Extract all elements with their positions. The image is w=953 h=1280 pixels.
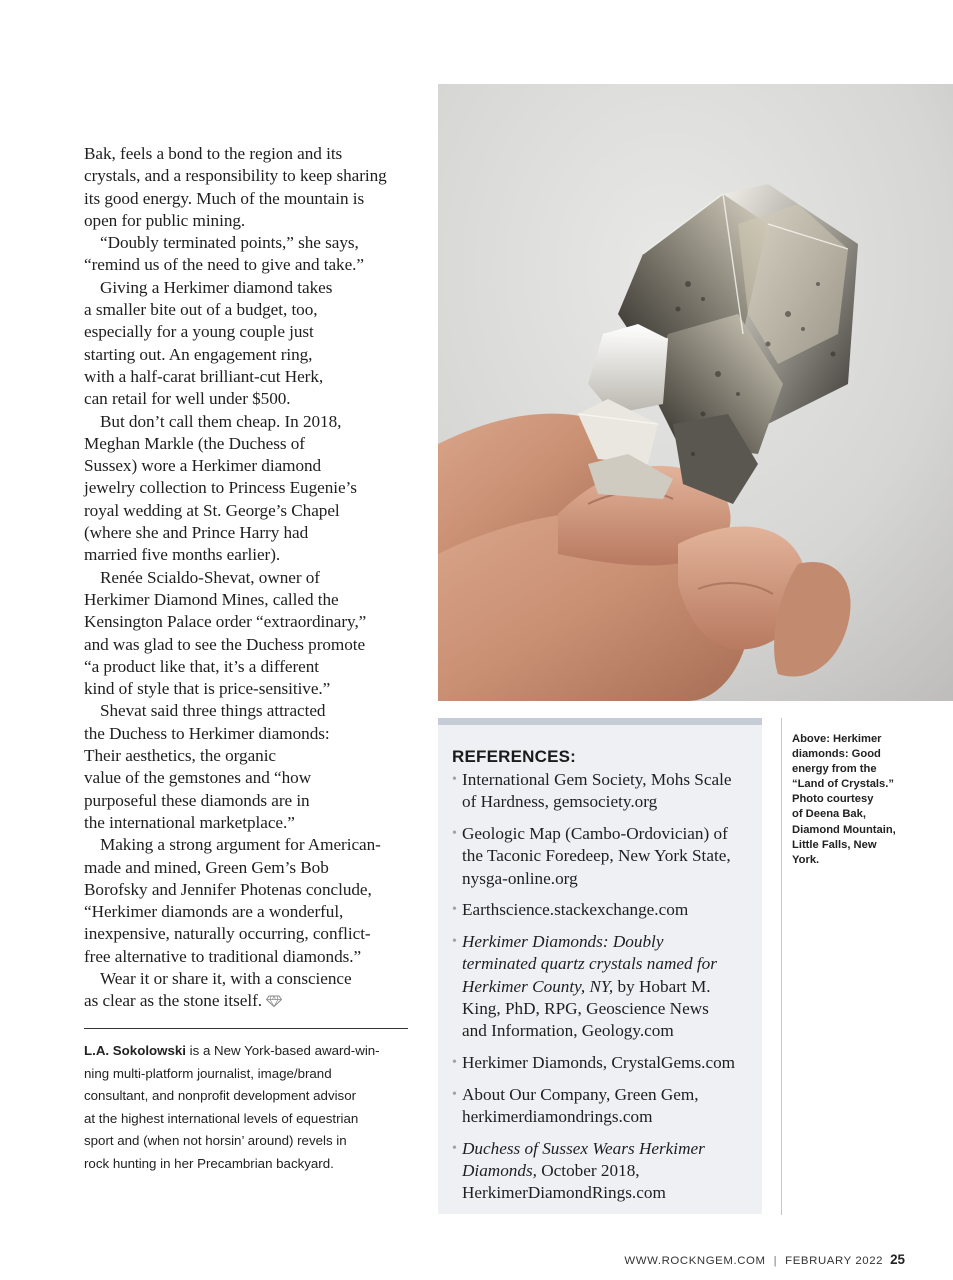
article-line: Renée Scialdo-Shevat, owner of xyxy=(100,567,320,587)
reference-title-italic: Diamonds, xyxy=(462,1161,537,1181)
article-line: especially for a young couple just xyxy=(84,322,314,342)
article-line: the international marketplace.” xyxy=(84,812,295,832)
article-line: inexpensive, naturally occurring, conflict- xyxy=(84,924,371,944)
reference-text: by Hobart M. xyxy=(613,976,711,996)
article-line: crystals, and a responsibility to keep sharing xyxy=(84,166,387,186)
footer-separator: | xyxy=(773,1255,778,1267)
article-line: purposeful these diamonds are in xyxy=(84,790,310,810)
article-line: a smaller bite out of a budget, too, xyxy=(84,300,318,320)
caption-line: of Deena Bak, xyxy=(792,808,866,821)
caption-line: Little Falls, New xyxy=(792,838,877,851)
bio-line: consultant, and nonprofit development advisor xyxy=(84,1088,357,1104)
reference-line xyxy=(462,1160,757,1182)
reference-line xyxy=(462,1138,757,1160)
article-line: “Doubly terminated points,” she says, xyxy=(100,233,359,253)
article-line: Their aesthetics, the organic xyxy=(84,746,276,766)
bio-line: at the highest international levels of equestrian xyxy=(84,1110,359,1126)
bullet-icon: • xyxy=(452,1054,457,1070)
reference-item xyxy=(452,1052,757,1074)
reference-line: International Gem Society, Mohs Scale xyxy=(462,770,732,789)
bio-line xyxy=(84,1040,414,1063)
bullet-icon: • xyxy=(452,772,457,787)
bullet-icon: • xyxy=(452,1140,457,1156)
reference-line xyxy=(462,953,757,975)
reference-item xyxy=(452,1138,757,1205)
reference-line xyxy=(462,976,757,998)
article-line: the Duchess to Herkimer diamonds: xyxy=(84,723,330,743)
article-line: and was glad to see the Duchess promote xyxy=(84,634,366,654)
article-line: “Herkimer diamonds are a wonderful, xyxy=(84,902,344,922)
article-line: can retail for well under $500. xyxy=(84,389,291,409)
reference-line xyxy=(462,931,757,953)
article-line: Shevat said three things attracted xyxy=(100,701,326,721)
reference-line: herkimerdiamondrings.com xyxy=(462,1107,653,1127)
caption-line: energy from the xyxy=(792,763,877,776)
bullet-icon: • xyxy=(452,902,457,918)
bullet-icon: • xyxy=(452,1086,457,1102)
references-top-bar xyxy=(438,718,762,725)
article-line: Borofsky and Jennifer Photenas conclude, xyxy=(84,879,372,899)
reference-line: and Information, Geology.com xyxy=(462,1021,674,1041)
reference-line: Geologic Map (Cambo-Ordovician) of xyxy=(462,824,728,844)
reference-line: Earthscience.stackexchange.com xyxy=(462,900,689,920)
reference-item xyxy=(452,769,757,813)
article-line: Herkimer Diamond Mines, called the xyxy=(84,589,339,609)
article-line: Wear it or share it, with a conscience xyxy=(100,968,352,988)
article-line: jewelry collection to Princess Eugenie’s xyxy=(84,478,357,498)
reference-line: the Taconic Foredeep, New York State, xyxy=(462,846,731,866)
bio-divider xyxy=(84,1028,408,1029)
reference-line: Herkimer Diamonds, CrystalGems.com xyxy=(462,1052,736,1072)
reference-item xyxy=(452,931,757,1042)
article-line: Making a strong argument for American- xyxy=(100,835,381,855)
diamond-end-icon xyxy=(266,995,282,1007)
article-line: “remind us of the need to give and take.” xyxy=(84,255,365,275)
article-line: Meghan Markle (the Duchess of xyxy=(84,433,305,453)
bullet-icon: • xyxy=(452,826,457,842)
article-line: Giving a Herkimer diamond takes xyxy=(100,277,333,297)
page-number: 25 xyxy=(890,1252,905,1267)
article-line: made and mined, Green Gem’s Bob xyxy=(84,857,329,877)
article-line: But don’t call them cheap. In 2018, xyxy=(100,411,342,431)
reference-item xyxy=(452,899,757,921)
article-line: free alternative to traditional diamonds.” xyxy=(84,946,362,966)
reference-line: of Hardness, gemsociety.org xyxy=(462,792,658,812)
caption-line: Diamond Mountain, xyxy=(792,823,896,836)
bio-line: ning multi-platform journalist, image/brand xyxy=(84,1065,332,1081)
bio-line: rock hunting in her Precambrian backyard. xyxy=(84,1155,334,1171)
article-line: royal wedding at St. George’s Chapel xyxy=(84,500,340,520)
article-line: Kensington Palace order “extraordinary,” xyxy=(84,612,367,632)
caption-line: “Land of Crystals.” xyxy=(792,778,894,791)
footer-issue: FEBRUARY 2022 xyxy=(785,1255,884,1267)
references-box xyxy=(438,718,762,1214)
article-line: open for public mining. xyxy=(84,210,246,230)
caption-line: Photo courtesy xyxy=(792,793,874,806)
photo-caption xyxy=(792,732,932,868)
article-line: value of the gemstones and “how xyxy=(84,768,312,788)
reference-title-italic: Duchess of Sussex Wears Herkimer xyxy=(462,1138,705,1158)
caption-line: Above: Herkimer xyxy=(792,733,882,745)
reference-item xyxy=(452,823,757,890)
reference-line: nysga-online.org xyxy=(462,868,578,888)
reference-line: King, PhD, RPG, Geoscience News xyxy=(462,998,709,1018)
reference-title-italic: terminated quartz crystals named for xyxy=(462,954,717,974)
references-list xyxy=(452,769,757,1214)
article-line: with a half-carat brilliant-cut Herk, xyxy=(84,366,324,386)
reference-title-italic: Herkimer County, NY, xyxy=(462,976,614,996)
bio-line: sport and (when not horsin’ around) revels in xyxy=(84,1133,347,1149)
article-body xyxy=(84,143,414,1013)
article-line: starting out. An engagement ring, xyxy=(84,344,313,364)
article-line: its good energy. Much of the mountain is xyxy=(84,188,365,208)
bio-line-text: is a New York-based award-win- xyxy=(185,1043,380,1058)
article-line-text: as clear as the stone itself. xyxy=(84,991,262,1011)
caption-divider xyxy=(781,718,782,1215)
references-title: REFERENCES: xyxy=(452,747,577,766)
article-line-last xyxy=(84,990,414,1012)
caption-line: diamonds: Good xyxy=(792,748,881,761)
page-footer xyxy=(624,1252,905,1267)
reference-text: October 2018, xyxy=(536,1161,640,1181)
bullet-icon: • xyxy=(452,934,457,950)
article-line: (where she and Prince Harry had xyxy=(84,523,309,543)
article-line: kind of style that is price-sensitive.” xyxy=(84,679,331,699)
author-bio xyxy=(84,1040,414,1176)
article-line: married five months earlier). xyxy=(84,545,281,565)
caption-line: York. xyxy=(792,853,820,866)
reference-item xyxy=(452,1084,757,1128)
author-name: L.A. Sokolowski xyxy=(84,1043,186,1058)
reference-title-italic: Herkimer Diamonds: Doubly xyxy=(462,932,664,952)
herkimer-diamond-photo xyxy=(438,84,953,701)
reference-line: About Our Company, Green Gem, xyxy=(462,1084,699,1104)
article-line: Bak, feels a bond to the region and its xyxy=(84,144,343,163)
article-line: Sussex) wore a Herkimer diamond xyxy=(84,456,322,476)
reference-line: HerkimerDiamondRings.com xyxy=(462,1183,666,1203)
article-line: “a product like that, it’s a different xyxy=(84,656,319,676)
footer-site: WWW.ROCKNGEM.COM xyxy=(624,1255,766,1267)
